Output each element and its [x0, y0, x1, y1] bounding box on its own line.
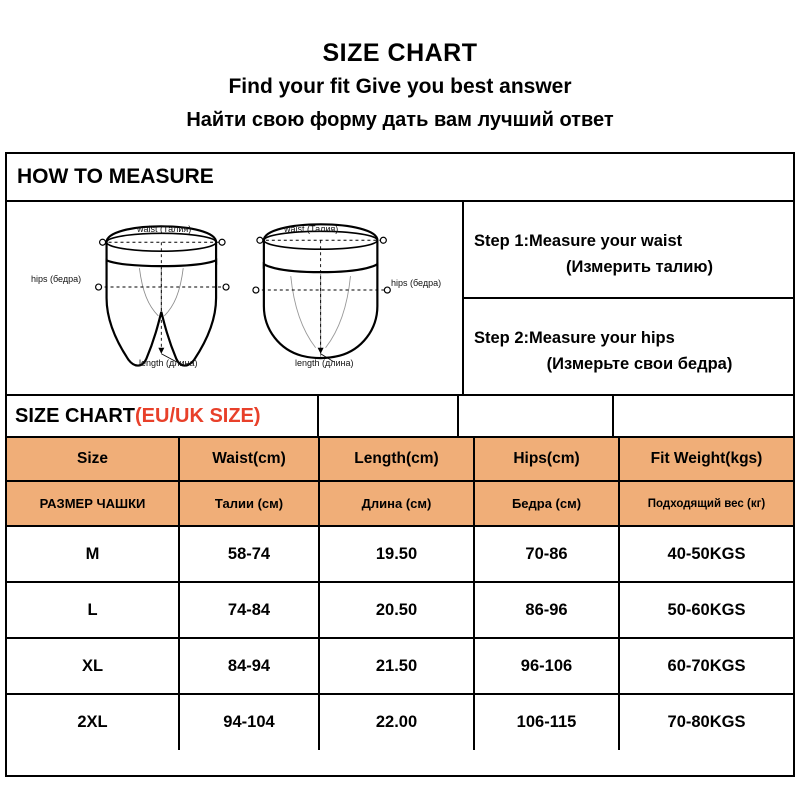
size-chart-heading-accent: (EU/UK SIZE) — [135, 404, 261, 427]
cell-size: L — [7, 582, 179, 638]
table-row — [7, 526, 793, 582]
header-size: Size — [7, 438, 179, 481]
cell-weight: 70-80KGS — [619, 694, 793, 750]
header-weight-ru: Подходящий вес (кг) — [619, 481, 793, 526]
table-header-en — [7, 438, 793, 481]
underwear-diagram-icon — [7, 202, 462, 394]
header-hips-ru: Бедра (см) — [474, 481, 619, 526]
header-length-ru: Длина (см) — [319, 481, 474, 526]
diagram-label-length-right: length (длина) — [295, 358, 354, 368]
cell-waist: 74-84 — [179, 582, 319, 638]
panty-diagram-panel — [7, 202, 464, 394]
size-table — [7, 438, 793, 750]
diagram-label-waist-left: waist (Талия) — [137, 224, 192, 234]
header-waist-ru: Талии (см) — [179, 481, 319, 526]
size-chart-heading — [7, 396, 319, 436]
diagram-label-hips-left: hips (бедра) — [31, 274, 82, 284]
cell-length: 22.00 — [319, 694, 474, 750]
cell-size: 2XL — [7, 694, 179, 750]
header-weight: Fit Weight(kgs) — [619, 438, 793, 481]
step-2 — [464, 299, 793, 394]
header-waist: Waist(cm) — [179, 438, 319, 481]
cell-weight: 50-60KGS — [619, 582, 793, 638]
cell-length: 20.50 — [319, 582, 474, 638]
cell-hips: 106-115 — [474, 694, 619, 750]
page-title: SIZE CHART — [322, 39, 478, 67]
cell-weight: 60-70KGS — [619, 638, 793, 694]
diagram-label-waist-right: waist (Талия) — [284, 224, 339, 234]
header-hips: Hips(cm) — [474, 438, 619, 481]
table-row — [7, 694, 793, 750]
step-2-title-ru: (Измерьте свои бедра) — [546, 354, 733, 373]
table-row — [7, 638, 793, 694]
how-to-measure-label: HOW TO MEASURE — [17, 165, 214, 188]
table-header-ru — [7, 481, 793, 526]
measure-section — [7, 202, 793, 396]
cell-hips: 86-96 — [474, 582, 619, 638]
cell-size: M — [7, 526, 179, 582]
banner-spacer-1 — [319, 396, 459, 436]
cell-waist: 58-74 — [179, 526, 319, 582]
how-to-measure-row — [7, 154, 793, 202]
banner-spacer-3 — [614, 396, 793, 436]
banner-spacer-2 — [459, 396, 614, 436]
title-block — [8, 38, 792, 135]
step-1-title: Step 1:Measure your waist — [474, 231, 683, 250]
cell-waist: 94-104 — [179, 694, 319, 750]
cell-waist: 84-94 — [179, 638, 319, 694]
table-row — [7, 582, 793, 638]
diagram-label-hips-right: hips (бедра) — [391, 278, 442, 288]
cell-size: XL — [7, 638, 179, 694]
title-subtitle-ru: Найти свою форму дать вам лучший ответ — [186, 109, 614, 131]
step-1-title-ru: (Измерить талию) — [565, 257, 714, 276]
cell-weight: 40-50KGS — [619, 526, 793, 582]
steps-panel — [464, 202, 793, 394]
cell-length: 19.50 — [319, 526, 474, 582]
cell-hips: 70-86 — [474, 526, 619, 582]
content-frame — [5, 152, 795, 777]
size-chart-banner — [7, 396, 793, 438]
diagram-label-length-left: length (длина) — [139, 358, 198, 368]
size-chart-heading-text: SIZE CHART — [15, 404, 135, 427]
cell-length: 21.50 — [319, 638, 474, 694]
cell-hips: 96-106 — [474, 638, 619, 694]
title-subtitle: Find your fit Give you best answer — [228, 75, 572, 98]
step-2-title: Step 2:Measure your hips — [474, 328, 675, 347]
header-length: Length(cm) — [319, 438, 474, 481]
header-size-ru: РАЗМЕР ЧАШКИ — [7, 481, 179, 526]
step-1 — [464, 202, 793, 299]
